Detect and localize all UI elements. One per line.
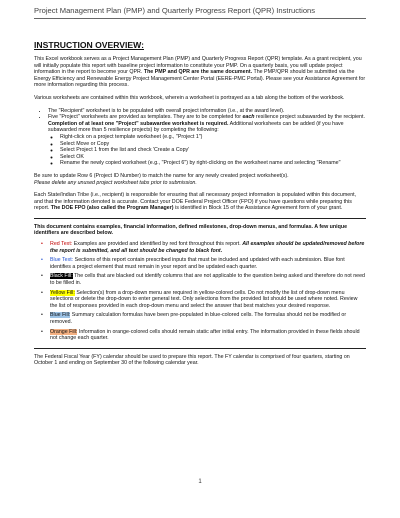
worksheets-paragraph: Various worksheets are contained within this workbook, wherein a worksheet is portrayed as a tab along the bottom of the workbook. bbox=[34, 94, 345, 101]
update-row-paragraph: Be sure to update Row 6 (Project ID Number) to match the name for any newly created project worksheet(s). Please delete any unused project worksheet tabs prior to submission. bbox=[34, 172, 289, 186]
bullet-icon: • bbox=[41, 273, 43, 280]
bullet-icon: • bbox=[41, 289, 43, 296]
list-item: ◦ Rename the newly copied worksheet (e.g., "Project 6") by right-clicking on the worksheet name and selecting "Rename" bbox=[60, 160, 366, 167]
identifiers-section bbox=[34, 218, 366, 342]
list-item: ◦ Select Move or Copy bbox=[60, 141, 366, 148]
worksheet-list bbox=[34, 108, 366, 167]
list-item: ◦ Select Project 1 from the list and check 'Create a Copy' bbox=[60, 147, 366, 154]
list-item: ◦ Right-click on a project template worksheet (e.g., "Project 1") bbox=[60, 134, 366, 141]
list-item: • The "Recipient" worksheet is to be populated with overall project information (i.e., at the award level). bbox=[48, 108, 366, 115]
identifier-orange-fill: • Orange Fill: Information in orange-colored cells should remain static after initial entry. The information provided in these fields should not change each quarter. bbox=[41, 328, 360, 342]
bullet-icon: • bbox=[41, 241, 43, 248]
identifier-black-fill: • Black Fill: The cells that are blacked out identify columns that are not applicable to the question being asked and therefore do not need to be filled in. bbox=[41, 273, 365, 287]
page-header: Project Management Plan (PMP) and Quarterly Progress Report (QPR) Instructions bbox=[34, 6, 366, 19]
bullet-icon: • bbox=[41, 257, 43, 264]
identifiers-intro: This document contains examples, financial information, defined milestones, drop-down menus, and formulas. A few unique identifiers are described below. bbox=[34, 223, 348, 237]
identifier-blue-text: • Blue Text: Sections of this report contain prescribed inputs that must be included and updated with each submission. Blue font identifies a project element that must remain in your report and be updated each quarter. bbox=[41, 257, 345, 270]
responsibility-paragraph: Each State/Indian Tribe (i.e., recipient) is responsible for ensuring that all necessary project information is populated within this document, and that the information denoted is accurate. Contact your DOE Federal Project Officer (FPO) if you have questions while preparing this report. The DOE FPO (also called the Program Manager) is identified in Block 15 of the Assistance Agreement form of your grant. bbox=[34, 192, 357, 212]
list-item: ◦ Select OK bbox=[60, 154, 366, 161]
section-heading: INSTRUCTION OVERVIEW: bbox=[34, 40, 144, 50]
fiscal-year-note: The Federal Fiscal Year (FY) calendar should be used to prepare this report. The FY calendar is comprised of four quarters, starting on October 1 and ending on September 30 of the following calendar year. bbox=[34, 348, 366, 367]
list-item: • Five "Project" worksheets are provided as templates. They are to be completed for each resilience project subawarded by the recipient. Completion of at least one "Project" subawardee worksheet is required. Additional worksheets can be added (if you have subawarded more than 5 resilience projects) by completing the following: ◦ Right-click on a project template worksheet (e.g., "Project 1") ◦ Select Move or Copy ◦ Select Project 1 from the list and check 'Create a Copy' ◦ Select OK ◦ Rename the newly copied worksheet (e.g., "Project 6") by right-clicking on the worksheet name and selecting "Rename" bbox=[48, 114, 366, 167]
identifier-red-text: • Red Text: Examples are provided and identified by red font throughout this report. All examples should be updated/removed before the report is submitted, and all text should be changed to black font. bbox=[41, 241, 365, 254]
copy-steps-list bbox=[48, 134, 366, 167]
intro-paragraph: This Excel workbook serves as a Project Management Plan (PMP) and Quarterly Progress Report (QPR) template. As a grant recipient, you will initially populate this report with baseline project information to constitute your PMP. On a quarterly basis, you will update project information in the report to become your QPR. The PMP and QPR are the same document. The PMP/QPR should be submitted via the Energy Efficiency and Renewable Energy Project Management Center Portal (EERE-PMC Portal). Please see your Assistance Agreement for more information regarding this process. bbox=[34, 56, 366, 89]
bullet-icon: • bbox=[41, 328, 43, 335]
page-number: 1 bbox=[198, 479, 202, 485]
identifier-blue-fill: • Blue Fill: Summary calculation formulas have been pre-populated in blue-colored cells. The formulas should not be modified or removed. bbox=[41, 312, 347, 325]
bullet-icon: • bbox=[41, 312, 43, 319]
identifier-yellow-fill: • Yellow Fill: Selection(s) from a drop-down menu are required in yellow-colored cells. Do not modify the list of drop-down menu selections or delete the drop-down to enter general text. Only selections from the provided list should be used where noted. Review the list of responses provided in each drop-down menu and select the answer that best matches your desired response. bbox=[41, 289, 358, 309]
identifiers-list bbox=[34, 241, 366, 342]
main-content bbox=[34, 40, 366, 367]
